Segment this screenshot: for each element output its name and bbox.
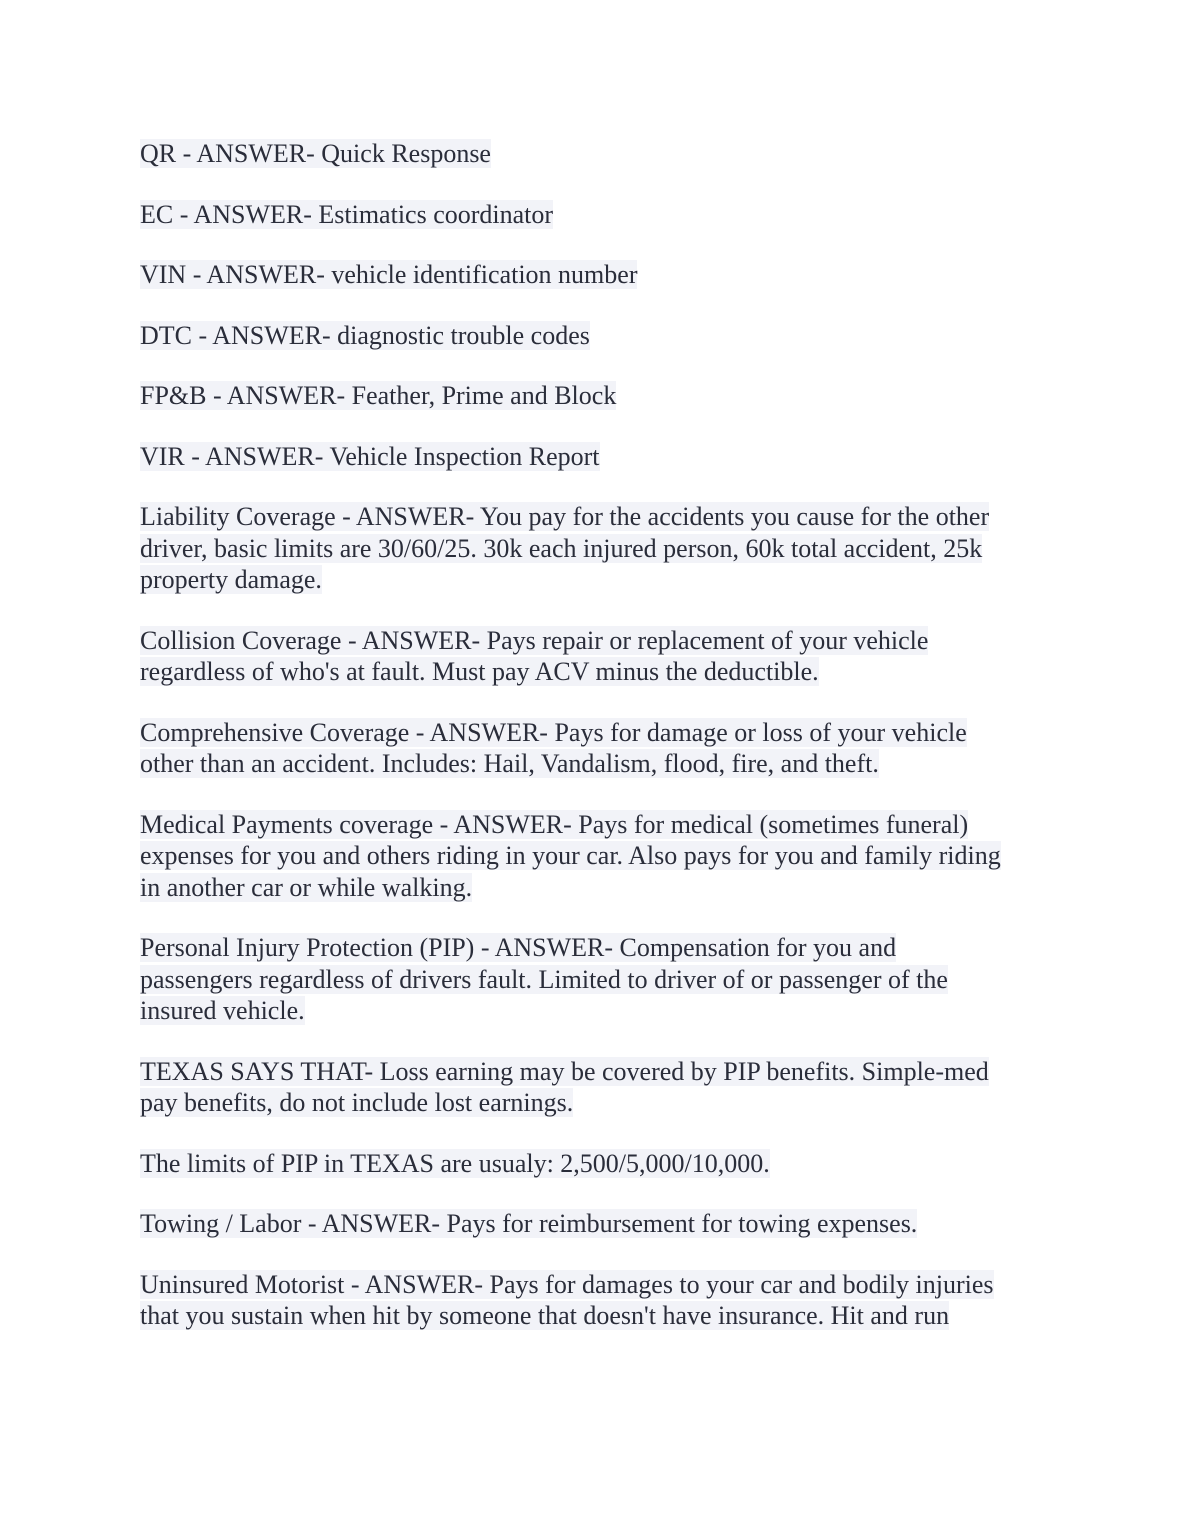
qa-paragraph-towing [140,1208,1050,1240]
document-page [140,138,1050,1361]
text-line: The limits of PIP in TEXAS are usualy: 2,500/5,000/10,000. [140,1148,770,1178]
text-line: that you sustain when hit by someone that doesn't have insurance. Hit and run [140,1301,950,1330]
qa-paragraph-liability [140,501,1050,596]
text-line: VIR - ANSWER- Vehicle Inspection Report [140,441,600,471]
qa-paragraph-medical [140,809,1050,904]
qa-paragraph-pip [140,932,1050,1027]
text-line: QR - ANSWER- Quick Response [140,139,491,168]
text-line: Liability Coverage - ANSWER- You pay for the accidents you cause for the other [140,502,990,531]
qa-paragraph-texas [140,1056,1050,1119]
qa-paragraph-ec [140,199,1050,231]
text-line: VIN - ANSWER- vehicle identification number [140,260,638,289]
qa-paragraph-dtc [140,320,1050,352]
text-line: Collision Coverage - ANSWER- Pays repair or replacement of your vehicle [140,625,929,655]
text-line: passengers regardless of drivers fault. Limited to driver of or passenger of the [140,964,948,994]
qa-paragraph-vin [140,259,1050,291]
text-line: in another car or while walking. [140,872,473,902]
text-line: Medical Payments coverage - ANSWER- Pays for medical (sometimes funeral) [140,809,969,839]
text-line: TEXAS SAYS THAT- Loss earning may be covered by PIP benefits. Simple-med [140,1056,989,1086]
text-line: Towing / Labor - ANSWER- Pays for reimbursement for towing expenses. [140,1209,918,1238]
text-line: DTC - ANSWER- diagnostic trouble codes [140,320,590,350]
text-line: Comprehensive Coverage - ANSWER- Pays for damage or loss of your vehicle [140,717,967,747]
text-line: other than an accident. Includes: Hail, Vandalism, flood, fire, and theft. [140,749,879,778]
text-line: expenses for you and others riding in your car. Also pays for you and family riding [140,841,1001,870]
qa-paragraph-vir [140,441,1050,473]
qa-paragraph-fpb [140,380,1050,412]
text-line: regardless of who's at fault. Must pay ACV minus the deductible. [140,657,819,686]
qa-paragraph-uninsured [140,1269,1050,1332]
text-line: EC - ANSWER- Estimatics coordinator [140,199,554,229]
text-line: FP&B - ANSWER- Feather, Prime and Block [140,381,617,410]
text-line: insured vehicle. [140,996,305,1025]
text-line: property damage. [140,565,322,594]
text-line: Personal Injury Protection (PIP) - ANSWER- Compensation for you and [140,933,897,962]
qa-paragraph-qr [140,138,1050,170]
qa-paragraph-comprehensive [140,717,1050,780]
text-line: Uninsured Motorist - ANSWER- Pays for damages to your car and bodily injuries [140,1269,994,1299]
qa-paragraph-collision [140,625,1050,688]
text-line: pay benefits, do not include lost earnings. [140,1088,574,1117]
qa-paragraph-pip-limits [140,1148,1050,1180]
text-line: driver, basic limits are 30/60/25. 30k each injured person, 60k total accident, 25k [140,533,983,563]
